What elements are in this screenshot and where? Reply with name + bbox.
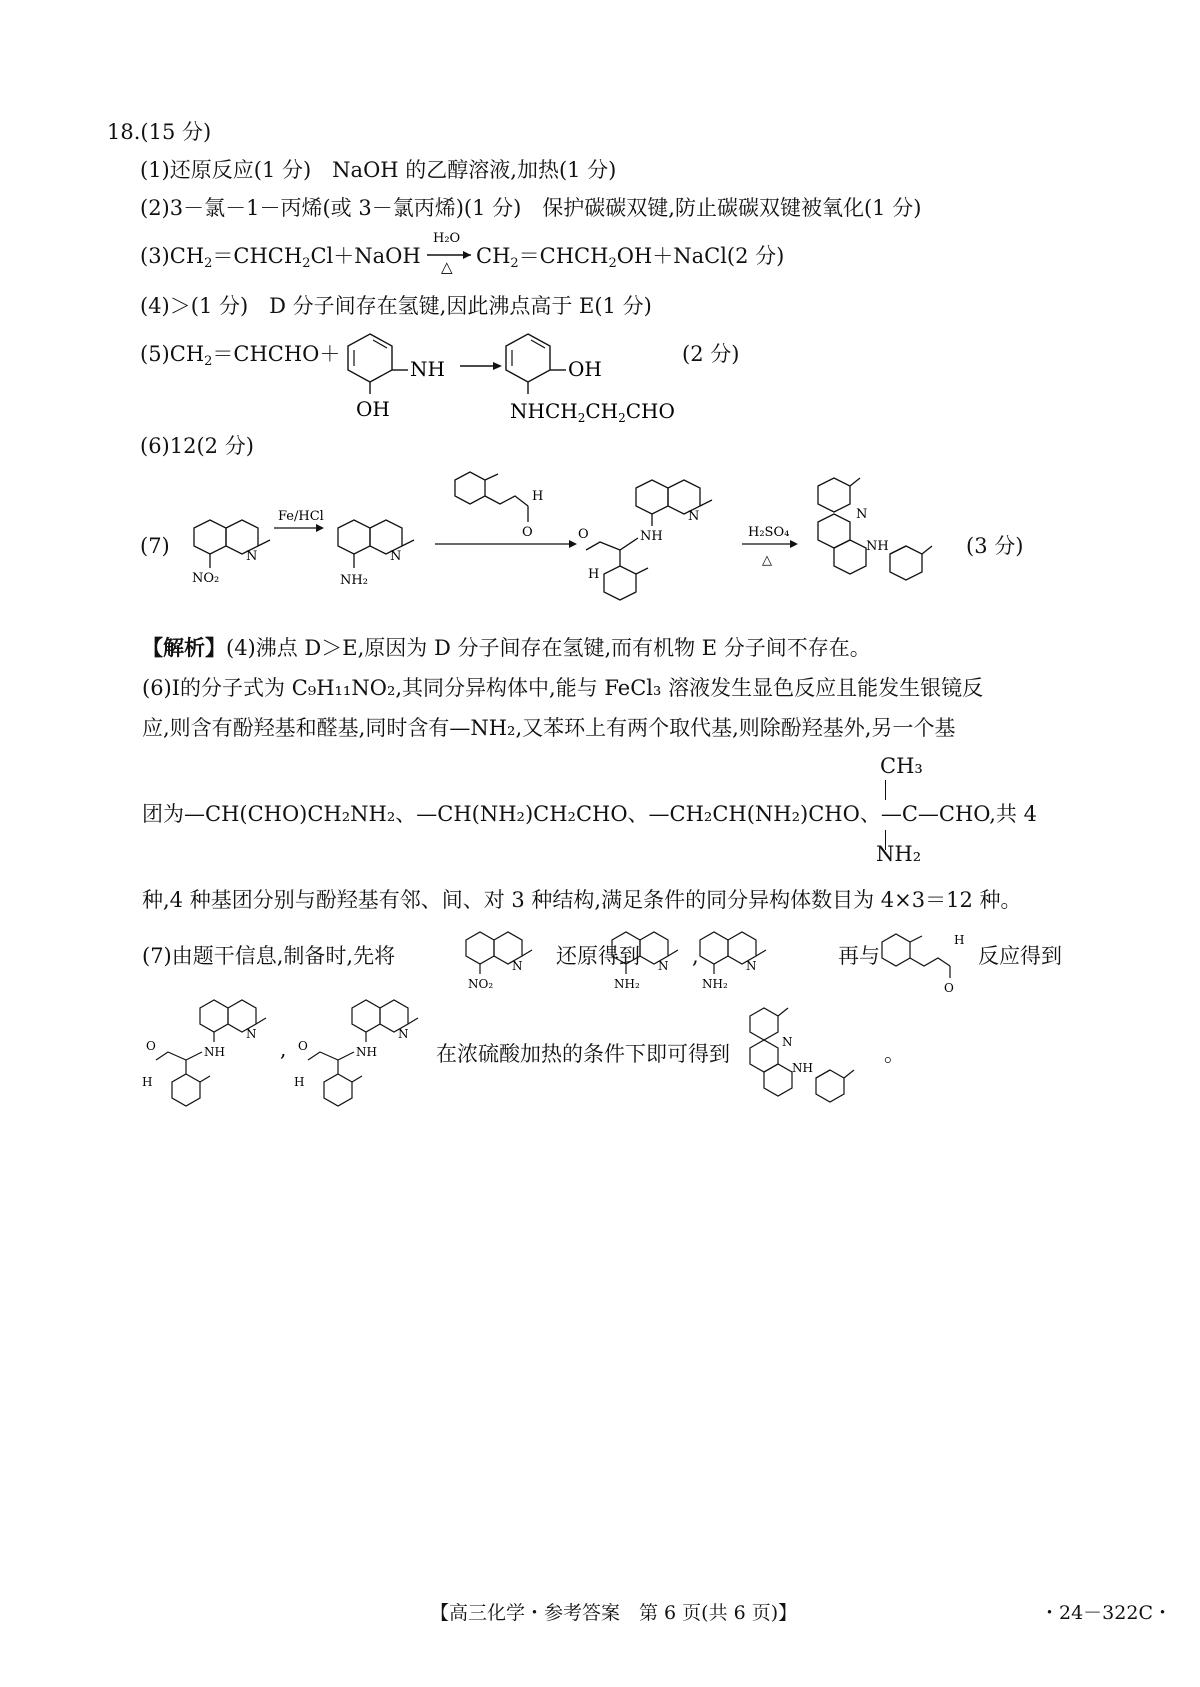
analysis-7-c: ,: [692, 944, 699, 968]
analysis-6-line2: 应,则含有酚羟基和醛基,同时含有—NH₂,又苯环上有两个取代基,则除酚羟基外,另一个基: [142, 716, 956, 740]
svg-text:△: △: [762, 553, 772, 568]
answer-7-label: (7): [140, 534, 170, 558]
svg-text:NH: NH: [792, 1061, 813, 1075]
question-header: 18.(15 分): [107, 120, 212, 144]
answer-5-score: (2 分): [682, 342, 740, 366]
svg-text:H: H: [142, 1075, 153, 1089]
product-hydroxyl-label: OH: [568, 357, 602, 381]
svg-text:NH: NH: [204, 1045, 225, 1059]
svg-text:N: N: [512, 959, 523, 973]
answer-5-reactant: $(5)CH_2=CHCHO+$: [140, 342, 341, 369]
analysis-7-g: 在浓硫酸加热的条件下即可得到: [436, 1042, 730, 1066]
answer-4: (4)＞(1 分) D 分子间存在氢键,因此沸点高于 E(1 分): [140, 294, 652, 318]
svg-text:N: N: [246, 1027, 257, 1041]
svg-text:NH₂: NH₂: [340, 573, 368, 588]
analysis-7-e: 反应得到: [978, 944, 1062, 968]
answer-7-score: (3 分): [966, 534, 1024, 558]
intermediate-structure: [578, 480, 712, 600]
svg-text:N: N: [856, 507, 868, 522]
analysis-7-b: 还原得到: [556, 944, 640, 968]
product-chain-label: $NHCH_2CH_2CHO$: [510, 399, 675, 425]
answer-3-product: $CH_2=CHCH_2OH+NaCl(2$ 分): [476, 244, 785, 271]
svg-text:N: N: [688, 509, 700, 524]
footer-center: 【高三化学・参考答案 第 6 页(共 6 页)】: [430, 1602, 798, 1624]
svg-text:N: N: [658, 959, 669, 973]
svg-text:N: N: [390, 549, 402, 564]
svg-text:NH: NH: [866, 539, 889, 554]
footer-code: ・24－322C・: [1040, 1602, 1172, 1624]
svg-text:O: O: [146, 1039, 156, 1053]
analysis-4: 【解析】(4)沸点 D＞E,原因为 D 分子间存在氢键,而有机物 E 分子间不存在。: [142, 635, 871, 660]
nitro-quinoline: [192, 520, 270, 586]
svg-text:O: O: [944, 981, 954, 995]
reagent-fe-hcl: Fe/HCl: [278, 509, 324, 524]
reaction-arrow-3: [425, 230, 475, 274]
svg-text:H: H: [532, 489, 544, 504]
bond-up: [885, 780, 890, 800]
svg-text:,: ,: [280, 1037, 287, 1061]
analysis-7-product: [742, 998, 882, 1108]
svg-text:O: O: [522, 525, 533, 540]
svg-text:NH: NH: [356, 1045, 377, 1059]
svg-text:N: N: [398, 1027, 409, 1041]
svg-text:H: H: [954, 933, 965, 947]
reagent-h2so4: H₂SO₄: [748, 525, 790, 540]
answer-3: $(3)CH_2=CHCH_2Cl+NaOH$: [140, 244, 421, 271]
svg-text:NO₂: NO₂: [468, 977, 494, 991]
svg-text:NH₂: NH₂: [614, 977, 640, 991]
analysis-7-a: (7)由题干信息,制备时,先将: [142, 944, 396, 968]
svg-text:NH: NH: [640, 529, 663, 544]
arrow-top-label: H₂O: [433, 231, 461, 246]
amino-quinoline: [338, 520, 414, 588]
svg-text:N: N: [246, 549, 258, 564]
answer-1: (1)还原反应(1 分) NaOH 的乙醇溶液,加热(1 分): [140, 158, 617, 182]
svg-text:H: H: [588, 567, 600, 582]
svg-text:N: N: [746, 959, 757, 973]
analysis-7-structures-row2: [140, 990, 440, 1110]
svg-text:N: N: [782, 1035, 793, 1049]
analysis-6-nh2: NH₂: [876, 842, 922, 866]
svg-text:H: H: [294, 1075, 305, 1089]
svg-text:O: O: [298, 1039, 308, 1053]
svg-text:NH₂: NH₂: [702, 977, 728, 991]
amine-label: NH: [410, 357, 445, 381]
answer-6: (6)12(2 分): [140, 434, 254, 458]
analysis-7-h: 。: [884, 1042, 905, 1066]
synthesis-scheme: [170, 470, 1040, 610]
analysis-6-ch3: CH₃: [880, 754, 923, 778]
analysis-7-d: 再与: [838, 944, 880, 968]
arrow-bottom-label: △: [441, 258, 453, 274]
svg-text:NO₂: NO₂: [192, 571, 220, 586]
analysis-label: 【解析】: [142, 635, 226, 660]
answer-2: (2)3－氯－1－丙烯(或 3－氯丙烯)(1 分) 保护碳碳双键,防止碳碳双键被氧化(1 分): [140, 196, 922, 220]
hydroxyl-label: OH: [356, 397, 390, 421]
analysis-6-line3: 团为—CH(CHO)CH₂NH₂、—CH(NH₂)CH₂CHO、—CH₂CH(NH₂)CHO、—C—CHO,共 4: [142, 802, 1037, 826]
analysis-7-structures-row1: [460, 918, 1060, 998]
analysis-6-line1: (6)I的分子式为 C₉H₁₁NO₂,其同分异构体中,能与 FeCl₃ 溶液发生显色反应且能发生银镜反: [142, 676, 984, 700]
svg-text:O: O: [578, 527, 589, 542]
methyl-cinnamaldehyde: [455, 472, 543, 540]
product-structure: [818, 478, 932, 580]
analysis-6-line4: 种,4 种基团分别与酚羟基有邻、间、对 3 种结构,满足条件的同分异构体数目为 4×3＝12 种。: [142, 888, 1022, 912]
